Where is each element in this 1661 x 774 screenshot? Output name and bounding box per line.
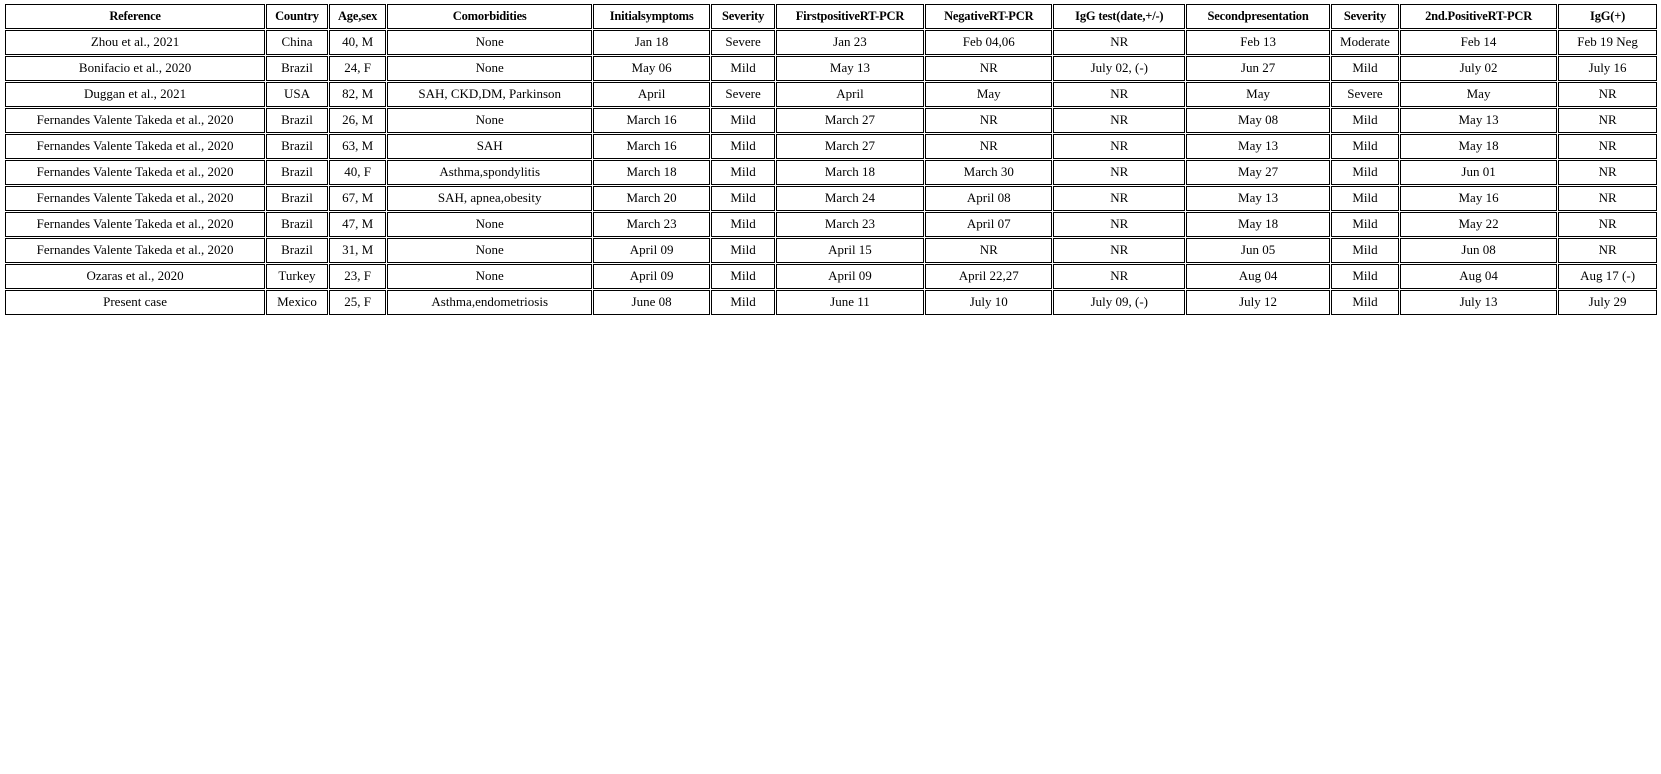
cell-severity1: Mild [711,56,775,81]
cell-second_pcr: Jun 01 [1400,160,1557,185]
cell-country: Turkey [266,264,328,289]
cell-igg_pos: NR [1558,82,1657,107]
column-header-first_pcr: FirstpositiveRT-PCR [776,4,924,29]
cell-age_sex: 82, M [329,82,387,107]
cell-initial: March 18 [593,160,710,185]
cell-igg_pos: NR [1558,238,1657,263]
table-row [5,160,1657,185]
cell-initial: April 09 [593,264,710,289]
column-header-second: Secondpresentation [1186,4,1330,29]
cell-initial: March 16 [593,108,710,133]
cell-negative_pcr: NR [925,238,1052,263]
cell-age_sex: 25, F [329,290,387,315]
cell-second_pcr: May 18 [1400,134,1557,159]
cell-age_sex: 67, M [329,186,387,211]
cell-country: Brazil [266,186,328,211]
cell-age_sex: 40, M [329,30,387,55]
cell-second_pcr: May [1400,82,1557,107]
cell-igg_pos: July 29 [1558,290,1657,315]
cell-age_sex: 23, F [329,264,387,289]
cell-reference: Duggan et al., 2021 [5,82,265,107]
cell-initial: June 08 [593,290,710,315]
cell-severity2: Mild [1331,290,1399,315]
cell-igg_test: NR [1053,264,1185,289]
cell-igg_pos: Feb 19 Neg [1558,30,1657,55]
cell-country: Brazil [266,108,328,133]
table-body [5,30,1657,315]
cell-country: Brazil [266,134,328,159]
column-header-second_pcr: 2nd.PositiveRT-PCR [1400,4,1557,29]
cell-negative_pcr: April 22,27 [925,264,1052,289]
cell-negative_pcr: NR [925,134,1052,159]
cell-comorbidities: None [387,30,592,55]
cell-negative_pcr: NR [925,56,1052,81]
cell-second: Aug 04 [1186,264,1330,289]
cell-reference: Bonifacio et al., 2020 [5,56,265,81]
cell-first_pcr: March 27 [776,108,924,133]
cell-second: May 27 [1186,160,1330,185]
cell-severity2: Mild [1331,108,1399,133]
cell-country: Brazil [266,238,328,263]
cell-reference: Fernandes Valente Takeda et al., 2020 [5,160,265,185]
cell-reference: Fernandes Valente Takeda et al., 2020 [5,238,265,263]
cell-second: May 08 [1186,108,1330,133]
cell-country: Mexico [266,290,328,315]
cell-second_pcr: May 13 [1400,108,1557,133]
cell-igg_pos: July 16 [1558,56,1657,81]
cell-igg_test: NR [1053,186,1185,211]
cell-first_pcr: March 27 [776,134,924,159]
cell-comorbidities: Asthma,spondylitis [387,160,592,185]
cell-severity1: Severe [711,30,775,55]
table-row [5,56,1657,81]
cell-comorbidities: None [387,264,592,289]
cell-initial: May 06 [593,56,710,81]
cell-igg_test: NR [1053,238,1185,263]
table-row [5,30,1657,55]
cell-initial: March 20 [593,186,710,211]
cell-age_sex: 24, F [329,56,387,81]
cell-first_pcr: April 09 [776,264,924,289]
cell-first_pcr: June 11 [776,290,924,315]
cell-second_pcr: Jun 08 [1400,238,1557,263]
cell-severity2: Mild [1331,186,1399,211]
cell-second_pcr: May 22 [1400,212,1557,237]
cell-negative_pcr: March 30 [925,160,1052,185]
cell-igg_test: NR [1053,82,1185,107]
cell-age_sex: 31, M [329,238,387,263]
cell-comorbidities: None [387,238,592,263]
cell-igg_test: NR [1053,30,1185,55]
cell-negative_pcr: May [925,82,1052,107]
cell-initial: March 16 [593,134,710,159]
table-row [5,186,1657,211]
cell-initial: Jan 18 [593,30,710,55]
cell-severity1: Mild [711,134,775,159]
cell-severity2: Moderate [1331,30,1399,55]
cell-comorbidities: None [387,56,592,81]
cell-first_pcr: March 23 [776,212,924,237]
cell-igg_test: NR [1053,212,1185,237]
table-row [5,82,1657,107]
cell-severity1: Mild [711,264,775,289]
column-header-initial: Initialsymptoms [593,4,710,29]
cell-comorbidities: SAH [387,134,592,159]
cell-severity1: Severe [711,82,775,107]
cell-severity1: Mild [711,160,775,185]
column-header-comorbidities: Comorbidities [387,4,592,29]
cell-severity2: Mild [1331,212,1399,237]
cell-igg_pos: NR [1558,134,1657,159]
cell-igg_pos: Aug 17 (-) [1558,264,1657,289]
cell-comorbidities: SAH, apnea,obesity [387,186,592,211]
reinfection-case-table [4,3,1658,316]
cell-severity2: Severe [1331,82,1399,107]
cell-severity2: Mild [1331,56,1399,81]
cell-severity2: Mild [1331,264,1399,289]
cell-country: Brazil [266,212,328,237]
cell-reference: Ozaras et al., 2020 [5,264,265,289]
column-header-reference: Reference [5,4,265,29]
cell-second: Feb 13 [1186,30,1330,55]
cell-igg_test: NR [1053,160,1185,185]
cell-severity1: Mild [711,238,775,263]
cell-second: July 12 [1186,290,1330,315]
cell-second: May [1186,82,1330,107]
table-row [5,212,1657,237]
cell-reference: Fernandes Valente Takeda et al., 2020 [5,212,265,237]
table-row [5,238,1657,263]
cell-country: USA [266,82,328,107]
column-header-negative_pcr: NegativeRT-PCR [925,4,1052,29]
cell-first_pcr: March 24 [776,186,924,211]
cell-comorbidities: None [387,108,592,133]
cell-second: May 18 [1186,212,1330,237]
cell-comorbidities: Asthma,endometriosis [387,290,592,315]
cell-igg_pos: NR [1558,160,1657,185]
table-header-row [5,4,1657,29]
cell-second_pcr: Feb 14 [1400,30,1557,55]
table-header [5,4,1657,29]
cell-second_pcr: July 02 [1400,56,1557,81]
table-row [5,290,1657,315]
cell-negative_pcr: Feb 04,06 [925,30,1052,55]
cell-igg_test: NR [1053,108,1185,133]
cell-first_pcr: March 18 [776,160,924,185]
cell-igg_test: July 09, (-) [1053,290,1185,315]
cell-initial: March 23 [593,212,710,237]
cell-severity1: Mild [711,108,775,133]
cell-initial: April 09 [593,238,710,263]
cell-comorbidities: None [387,212,592,237]
column-header-igg_pos: IgG(+) [1558,4,1657,29]
cell-igg_pos: NR [1558,212,1657,237]
table-row [5,134,1657,159]
cell-country: Brazil [266,160,328,185]
cell-igg_test: NR [1053,134,1185,159]
cell-second: May 13 [1186,186,1330,211]
cell-severity2: Mild [1331,238,1399,263]
cell-igg_pos: NR [1558,108,1657,133]
column-header-severity2: Severity [1331,4,1399,29]
column-header-country: Country [266,4,328,29]
cell-negative_pcr: NR [925,108,1052,133]
cell-severity2: Mild [1331,134,1399,159]
cell-second_pcr: Aug 04 [1400,264,1557,289]
cell-igg_pos: NR [1558,186,1657,211]
cell-negative_pcr: July 10 [925,290,1052,315]
cell-reference: Fernandes Valente Takeda et al., 2020 [5,134,265,159]
cell-reference: Fernandes Valente Takeda et al., 2020 [5,186,265,211]
table-row [5,264,1657,289]
cell-igg_test: July 02, (-) [1053,56,1185,81]
cell-age_sex: 63, M [329,134,387,159]
cell-severity1: Mild [711,212,775,237]
cell-first_pcr: April [776,82,924,107]
cell-comorbidities: SAH, CKD,DM, Parkinson [387,82,592,107]
column-header-age_sex: Age,sex [329,4,387,29]
table-container [0,0,1661,316]
cell-second: Jun 05 [1186,238,1330,263]
cell-country: China [266,30,328,55]
cell-severity1: Mild [711,186,775,211]
cell-age_sex: 47, M [329,212,387,237]
table-row [5,108,1657,133]
cell-first_pcr: Jan 23 [776,30,924,55]
cell-second_pcr: July 13 [1400,290,1557,315]
cell-first_pcr: April 15 [776,238,924,263]
cell-initial: April [593,82,710,107]
cell-second: May 13 [1186,134,1330,159]
cell-second_pcr: May 16 [1400,186,1557,211]
cell-negative_pcr: April 08 [925,186,1052,211]
cell-reference: Fernandes Valente Takeda et al., 2020 [5,108,265,133]
cell-severity2: Mild [1331,160,1399,185]
column-header-severity1: Severity [711,4,775,29]
cell-second: Jun 27 [1186,56,1330,81]
cell-first_pcr: May 13 [776,56,924,81]
cell-severity1: Mild [711,290,775,315]
cell-age_sex: 40, F [329,160,387,185]
cell-reference: Present case [5,290,265,315]
cell-country: Brazil [266,56,328,81]
cell-reference: Zhou et al., 2021 [5,30,265,55]
column-header-igg_test: IgG test(date,+/-) [1053,4,1185,29]
cell-age_sex: 26, M [329,108,387,133]
cell-negative_pcr: April 07 [925,212,1052,237]
